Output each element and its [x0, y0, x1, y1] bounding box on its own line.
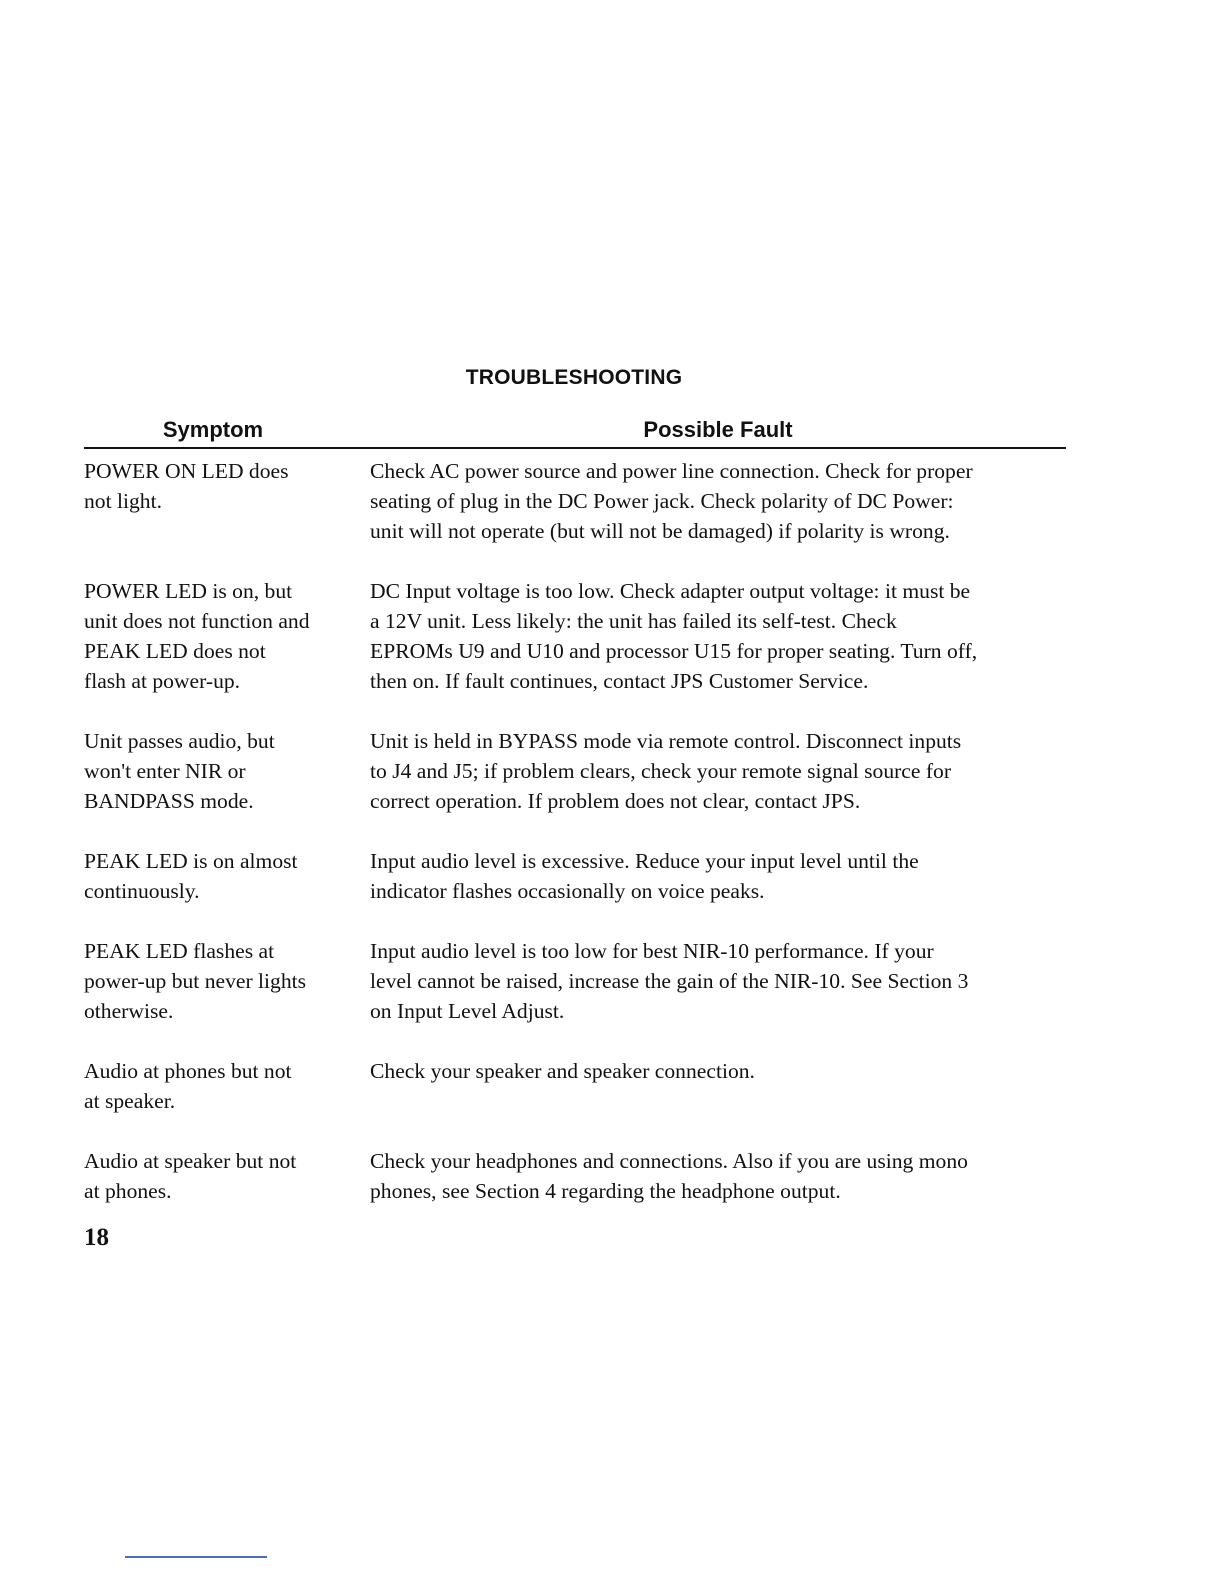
fault-line: Check AC power source and power line connection. Check for proper — [370, 459, 973, 483]
possible-fault-column-header: Possible Fault — [643, 417, 793, 442]
table-row — [84, 456, 1066, 546]
fault-line: Check your speaker and speaker connection. — [370, 1059, 755, 1083]
symptom-cell — [84, 846, 370, 906]
symptom-line: otherwise. — [84, 999, 174, 1023]
symptom-line: not light. — [84, 489, 162, 513]
fault-line: a 12V unit. Less likely: the unit has failed its self-test. Check — [370, 609, 897, 633]
fault-cell — [370, 1146, 1066, 1206]
symptom-cell — [84, 1056, 370, 1116]
table-row — [84, 726, 1066, 816]
fault-cell — [370, 576, 1066, 696]
symptom-line: PEAK LED is on almost — [84, 849, 298, 873]
table-row — [84, 846, 1066, 906]
page-number: 18 — [84, 1224, 109, 1251]
fault-line: DC Input voltage is too low. Check adapter output voltage: it must be — [370, 579, 971, 603]
symptom-line: at speaker. — [84, 1089, 176, 1113]
fault-line: Input audio level is excessive. Reduce your input level until the — [370, 849, 919, 873]
symptom-line: flash at power-up. — [84, 669, 241, 693]
table-row — [84, 1146, 1066, 1206]
symptom-line: PEAK LED does not — [84, 639, 266, 663]
symptom-cell — [84, 576, 370, 696]
fault-line: then on. If fault continues, contact JPS Customer Service. — [370, 669, 869, 693]
symptom-cell — [84, 1146, 370, 1206]
table-row — [84, 936, 1066, 1026]
fault-line: correct operation. If problem does not clear, contact JPS. — [370, 789, 861, 813]
symptom-column-header: Symptom — [162, 417, 264, 442]
fault-line: phones, see Section 4 regarding the headphone output. — [370, 1179, 841, 1203]
fault-line: EPROMs U9 and U10 and processor U15 for proper seating. Turn off, — [370, 639, 978, 663]
fault-line: on Input Level Adjust. — [370, 999, 565, 1023]
symptom-cell — [84, 726, 370, 816]
symptom-line: Audio at phones but not — [84, 1059, 292, 1083]
symptom-line: POWER ON LED does — [84, 459, 289, 483]
symptom-line: at phones. — [84, 1179, 172, 1203]
symptom-line: PEAK LED flashes at — [84, 939, 275, 963]
table-row — [84, 576, 1066, 696]
fault-cell — [370, 456, 1066, 546]
symptom-line: unit does not function and — [84, 609, 310, 633]
fault-cell — [370, 726, 1066, 816]
table-row — [84, 1056, 1066, 1116]
fault-line: to J4 and J5; if problem clears, check your remote signal source for — [370, 759, 952, 783]
symptom-line: Unit passes audio, but — [84, 729, 275, 753]
fault-line: Unit is held in BYPASS mode via remote control. Disconnect inputs — [370, 729, 962, 753]
fault-line: unit will not operate (but will not be damaged) if polarity is wrong. — [370, 519, 950, 543]
troubleshooting-table — [84, 456, 1066, 1236]
fault-line: Check your headphones and connections. Also if you are using mono — [370, 1149, 968, 1173]
symptom-line: POWER LED is on, but — [84, 579, 293, 603]
page-title: TROUBLESHOOTING — [465, 366, 683, 389]
fault-line: level cannot be raised, increase the gain of the NIR-10. See Section 3 — [370, 969, 969, 993]
fault-line: seating of plug in the DC Power jack. Check polarity of DC Power: — [370, 489, 954, 513]
symptom-line: BANDPASS mode. — [84, 789, 254, 813]
symptom-cell — [84, 936, 370, 1026]
fault-cell — [370, 936, 1066, 1026]
symptom-line: won't enter NIR or — [84, 759, 246, 783]
symptom-cell — [84, 456, 370, 546]
symptom-line: Audio at speaker but not — [84, 1149, 297, 1173]
fault-cell — [370, 1056, 1066, 1116]
fault-cell — [370, 846, 1066, 906]
footer-rule — [125, 1556, 267, 1558]
symptom-line: power-up but never lights — [84, 969, 307, 993]
fault-line: indicator flashes occasionally on voice peaks. — [370, 879, 765, 903]
fault-line: Input audio level is too low for best NIR-10 performance. If your — [370, 939, 934, 963]
header-divider — [84, 447, 1066, 449]
symptom-line: continuously. — [84, 879, 200, 903]
